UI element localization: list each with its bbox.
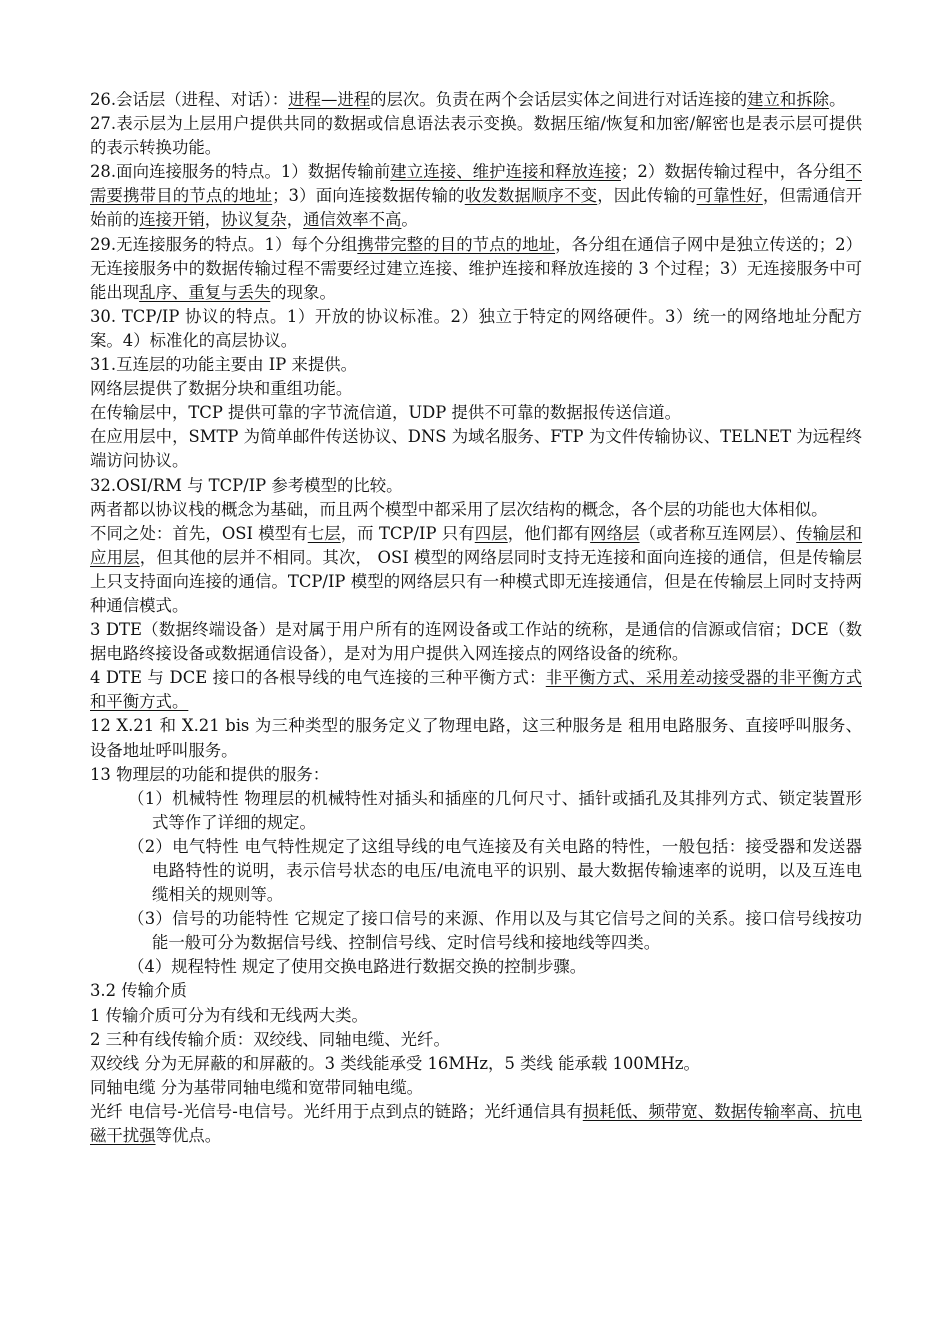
text-run: 1 传输介质可分为有线和无线两大类。 — [90, 1005, 368, 1025]
list-item: （2）电气特性 电气特性规定了这组导线的电气连接及有关电路的特性，一般包括：接受器和发送器电路特性的说明，表示信号状态的电压/电流电平的识别、最大数据传输速率的说明，以及互连电缆相关的规则等。 — [128, 836, 862, 905]
underlined-text: 建立和拆除 — [747, 90, 830, 109]
text-run: 光纤 电信号-光信号-电信号。光纤用于点到点的链路；光纤通信具有 — [90, 1101, 583, 1121]
text-run: 13 物理层的功能和提供的服务： — [90, 764, 330, 784]
text-run: 不同之处：首先，OSI 模型有 — [90, 523, 308, 543]
underlined-text: 携带完整的目的节点的地址 — [357, 234, 556, 254]
text-run: 28.面向连接服务的特点。1）数据传输前 — [90, 162, 391, 182]
underlined-text: 不需要携带目的节点的地址 — [90, 162, 863, 206]
text-run: 32.OSI/RM 与 TCP/IP 参考模型的比较。 — [90, 475, 403, 495]
list-item: （4）规程特性 规定了使用交换电路进行数据交换的控制步骤。 — [128, 957, 587, 977]
physical-layer-list — [90, 787, 862, 980]
text-run: ，他们都有 — [507, 523, 591, 543]
transmission-media-section — [90, 979, 862, 1148]
text-run: 等优点。 — [155, 1126, 222, 1146]
underlined-text: 四层 — [474, 523, 508, 543]
paragraph — [90, 425, 862, 473]
text-run: 30. TCP/IP 协议的特点。1）开放的协议标准。2）独立于特定的网络硬件。3）统一的网络地址分配方案。4）标准化的高层协议。 — [90, 306, 862, 350]
text-run: 2 三种有线传输介质：双绞线、同轴电缆、光纤。 — [90, 1029, 450, 1049]
paragraph — [90, 763, 862, 787]
text-run: ；3）面向连接数据传输的 — [272, 186, 465, 206]
underlined-text: 传输层和应用层 — [90, 523, 863, 567]
underlined-text: 收发数据顺序不变 — [464, 186, 598, 206]
text-run: 3.2 传输介质 — [90, 981, 187, 1001]
text-run: ，但其他的层并不相同。其次， OSI 模型的网络层同时支持无连接和面向连接的通信，但是传输层上只支持面向连接的通信。TCP/IP 模型的网络层只有一种模式即无连接通信，但是在传输层上同时支持两种通信模式。 — [90, 547, 863, 615]
text-run: 两者都以协议栈的概念为基础，而且两个模型中都采用了层次结构的概念，各个层的功能也大体相似。 — [90, 499, 828, 519]
paragraph — [90, 666, 862, 714]
text-run: ；2）数据传输过程中，各分组 — [620, 162, 846, 182]
text-run: ，各分组在通信子网中是独立传送的；2）无连接服务中的数据传输过程不需要经过建立连接、维护连接和释放连接的 3 个过程；3）无连接服务中可能出现 — [90, 234, 863, 302]
paragraph — [90, 474, 862, 498]
text-run: ， — [286, 210, 304, 230]
text-run: 同轴电缆 分为基带同轴电缆和宽带同轴电缆。 — [90, 1077, 424, 1097]
paragraph — [90, 1100, 862, 1148]
paragraph — [90, 1052, 862, 1076]
text-run: 双绞线 分为无屏蔽的和屏蔽的。3 类线能承受 16MHz，5 类线 能承载 100MHz。 — [90, 1053, 700, 1073]
underlined-text: 连接开销 — [139, 210, 205, 230]
text-run: 在传输层中，TCP 提供可靠的字节流信道，UDP 提供不可靠的数据报传送信道。 — [90, 403, 682, 423]
underlined-text: 损耗低、频带宽、数据传输率高、抗电磁干扰强 — [90, 1101, 862, 1146]
text-run: （或者称互连网层）、 — [639, 523, 797, 543]
document-page — [90, 88, 862, 1148]
text-run: 。 — [401, 210, 418, 230]
paragraph — [90, 979, 862, 1003]
text-run: ，但需通信开始前的 — [90, 186, 863, 230]
underlined-text: 通信效率不高 — [303, 210, 402, 230]
paragraph — [90, 498, 862, 522]
paragraph — [90, 401, 862, 425]
text-run: 12 X.21 和 X.21 bis 为三种类型的服务定义了物理电路，这三种服务是 租用电路服务、直接呼叫服务、设备地址呼叫服务。 — [90, 716, 862, 760]
paragraph — [90, 377, 862, 401]
paragraph — [90, 1076, 862, 1100]
list-item: （1）机械特性 物理层的机械特性对插头和插座的几何尺寸、插针或插孔及其排列方式、锁定装置形式等作了详细的规定。 — [128, 788, 862, 832]
paragraph — [90, 1028, 862, 1052]
paragraph — [90, 160, 862, 232]
body-text — [90, 88, 862, 787]
paragraph — [90, 522, 862, 618]
underlined-text: 建立连接、维护连接和释放连接 — [390, 162, 621, 182]
text-run: 的层次。负责在两个会话层实体之间进行对话连接的 — [370, 90, 748, 109]
paragraph — [90, 714, 862, 762]
underlined-text: 七层 — [307, 523, 341, 543]
text-run: ， — [204, 210, 222, 230]
text-run: 的现象。 — [270, 282, 336, 302]
text-run: ，因此传输的 — [597, 186, 697, 206]
text-run: 网络层提供了数据分块和重组功能。 — [90, 379, 353, 399]
underlined-text: 非平衡方式、采用差动接受器的非平衡方式和平衡方式。 — [90, 668, 862, 712]
text-run: 3 DTE（数据终端设备）是对属于用户所有的连网设备或工作站的统称，是通信的信源或信宿；DCE（数据电路终接设备或数据通信设备），是对为用户提供入网连接点的网络设备的统称。 — [90, 620, 862, 664]
text-run: 在应用层中，SMTP 为简单邮件传送协议、DNS 为域名服务、FTP 为文件传输协议、TELNET 为远程终端访问协议。 — [90, 427, 862, 471]
text-run: 29.无连接服务的特点。1）每个分组 — [90, 234, 358, 254]
text-run: ，而 TCP/IP 只有 — [340, 523, 475, 543]
paragraph — [90, 305, 862, 353]
text-run: 31.互连层的功能主要由 IP 来提供。 — [90, 355, 358, 375]
text-run: 27.表示层为上层用户提供共同的数据或信息语法表示变换。数据压缩/恢复和加密/解密也是表示层可提供的表示转换功能。 — [90, 114, 862, 158]
underlined-text: 网络层 — [590, 523, 640, 543]
text-run: 4 DTE 与 DCE 接口的各根导线的电气连接的三种平衡方式： — [90, 668, 546, 688]
paragraph — [90, 88, 862, 112]
paragraph — [90, 1004, 862, 1028]
paragraph — [90, 112, 862, 160]
paragraph — [90, 353, 862, 377]
list-item: （3）信号的功能特性 它规定了接口信号的来源、作用以及与其它信号之间的关系。接口信号线按功能一般可分为数据信号线、控制信号线、定时信号线和接地线等四类。 — [128, 909, 862, 953]
underlined-text: 乱序、重复与丢失 — [139, 282, 271, 302]
underlined-text: 可靠性好 — [696, 186, 763, 206]
paragraph — [90, 233, 862, 305]
paragraph — [90, 618, 862, 666]
underlined-text: 进程—进程 — [288, 90, 371, 109]
text-run: 26.会话层（进程、对话）： — [90, 90, 289, 109]
underlined-text: 协议复杂 — [221, 210, 287, 230]
text-run: 。 — [829, 90, 846, 109]
